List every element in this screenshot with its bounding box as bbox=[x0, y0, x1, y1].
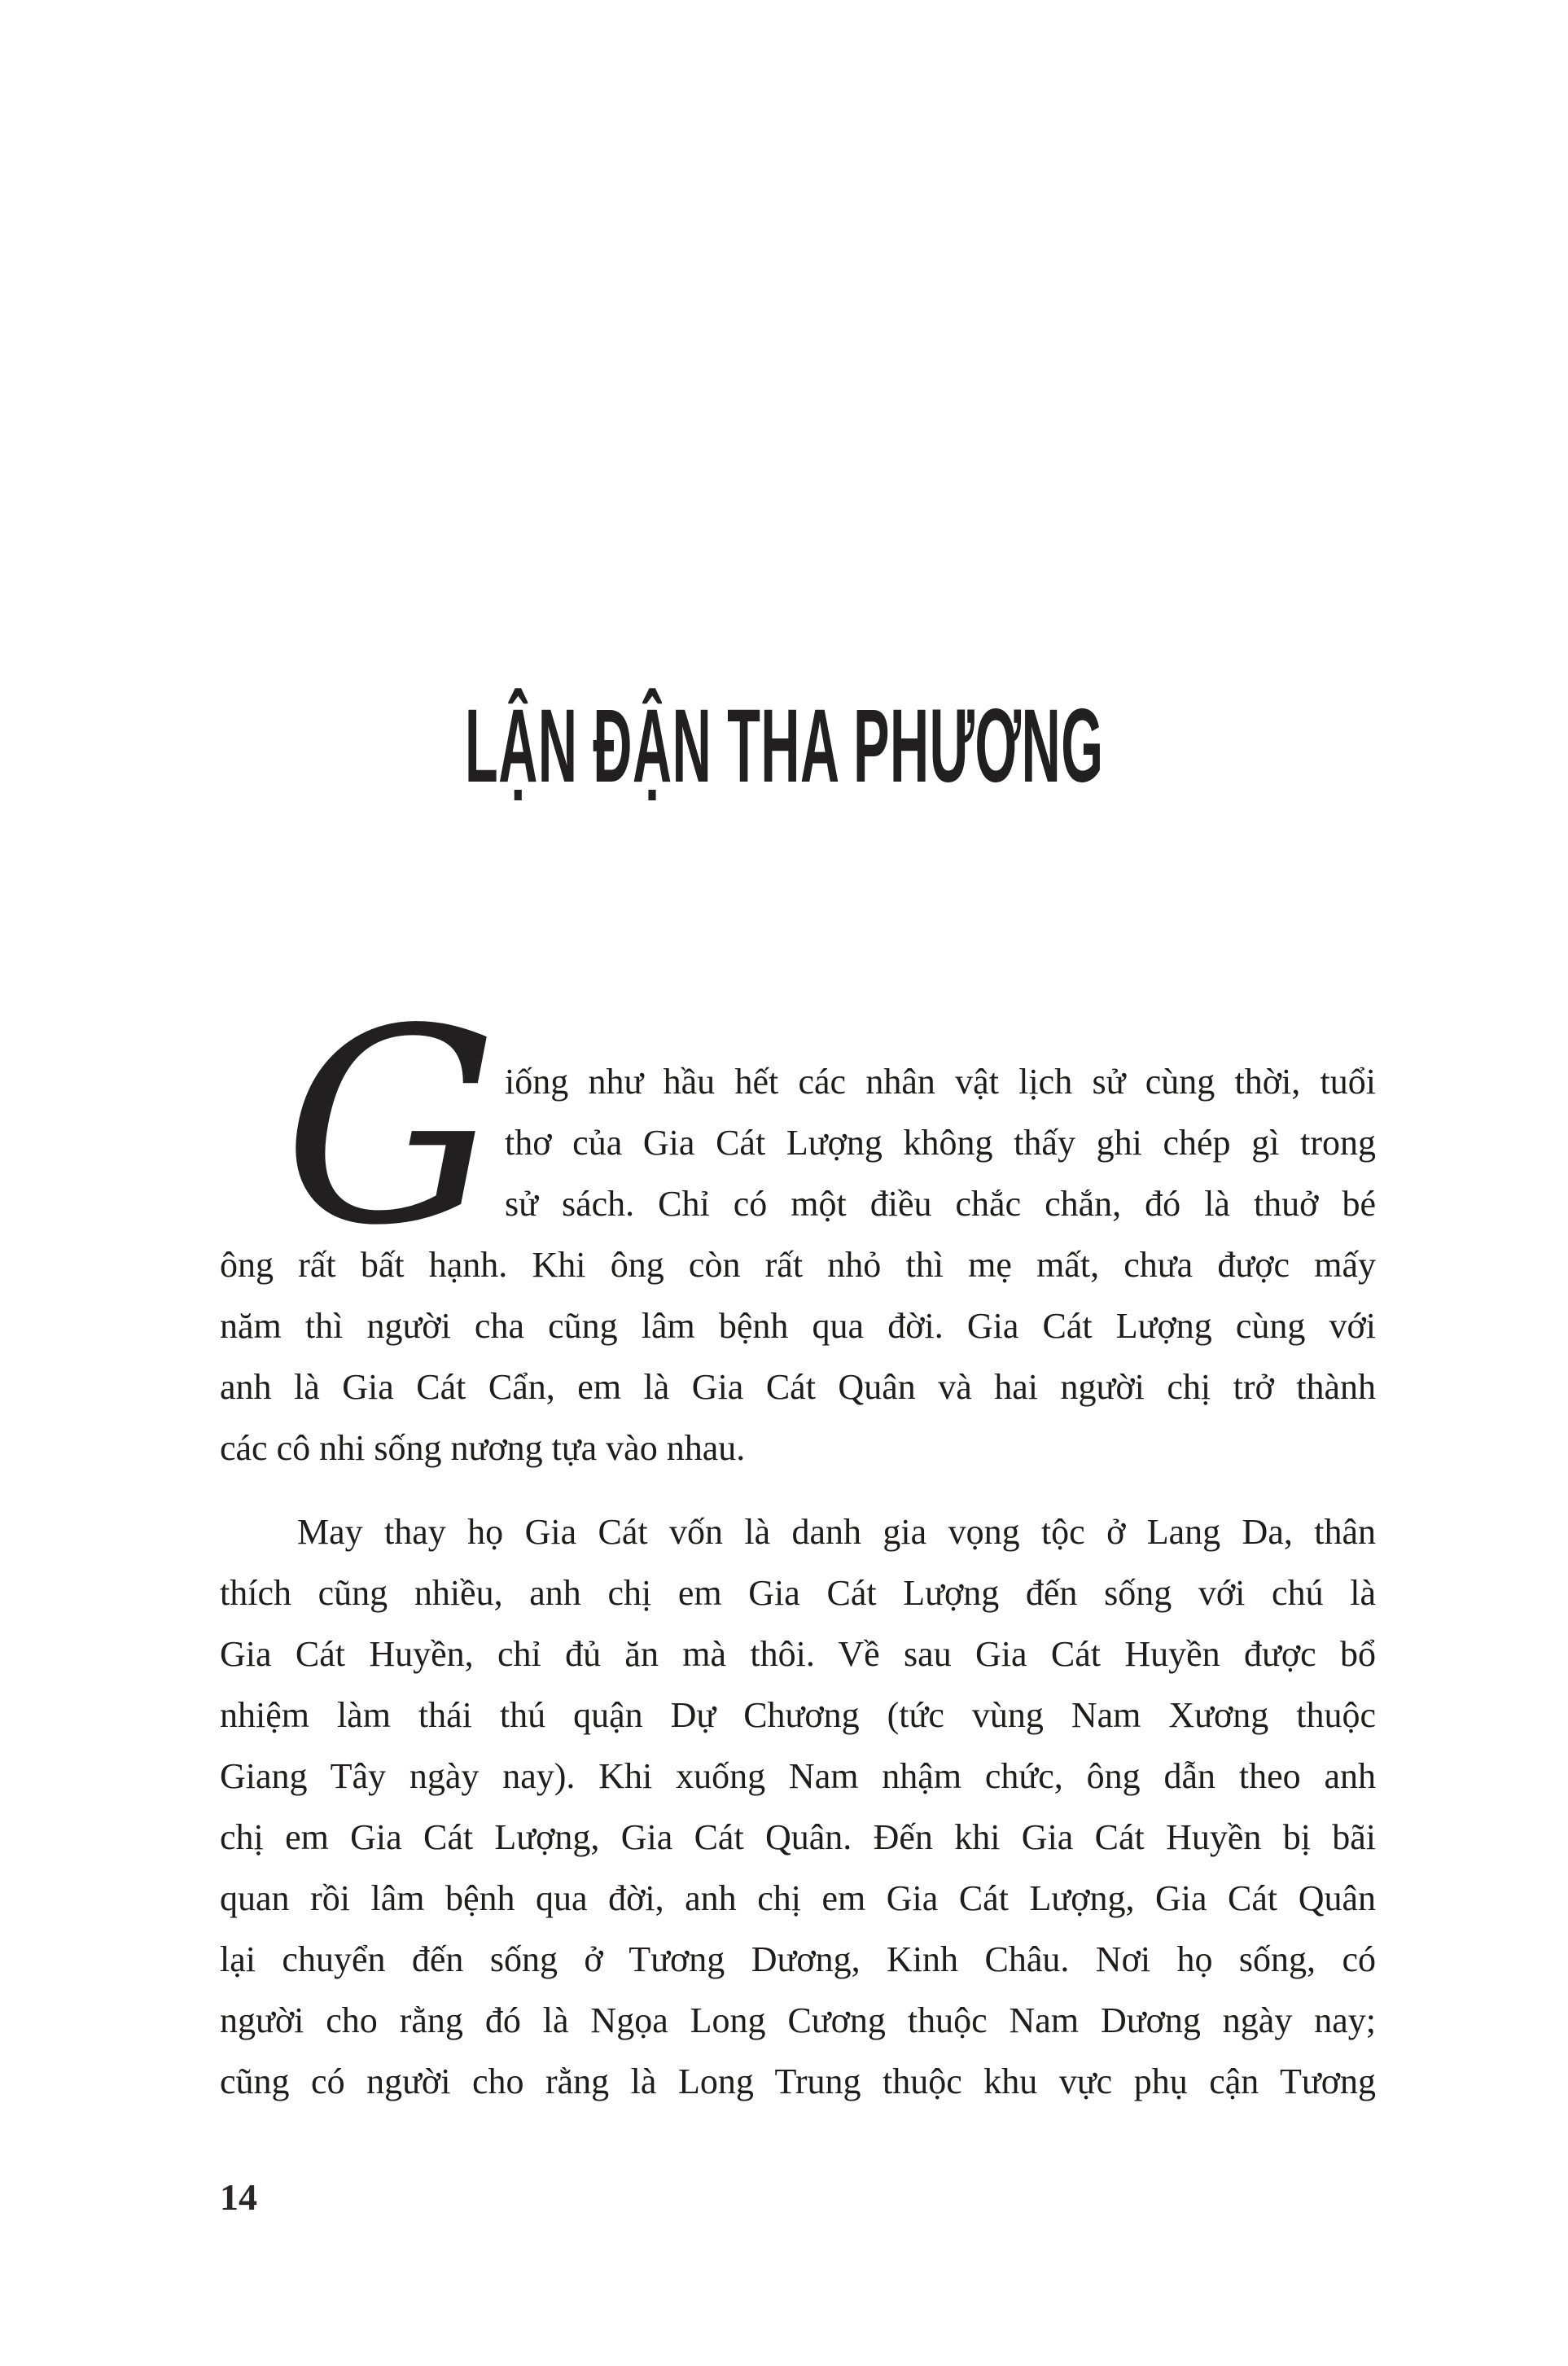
text-line: iống như hầu hết các nhân vật lịch sử cùng thời, tuổi bbox=[505, 1062, 1376, 1102]
chapter-title bbox=[0, 690, 1568, 803]
text-line: lại chuyển đến sống ở Tương Dương, Kinh Châu. Nơi họ sống, có bbox=[220, 1939, 1376, 1979]
body-text bbox=[220, 971, 1376, 2112]
text-line: anh là Gia Cát Cẩn, em là Gia Cát Quân và hai người chị trở thành bbox=[220, 1367, 1376, 1407]
text-line: năm thì người cha cũng lâm bệnh qua đời. Gia Cát Lượng cùng với bbox=[220, 1306, 1376, 1346]
text-line: quan rồi lâm bệnh qua đời, anh chị em Gia Cát Lượng, Gia Cát Quân bbox=[220, 1878, 1376, 1918]
text-line: nhiệm làm thái thú quận Dự Chương (tức vùng Nam Xương thuộc bbox=[220, 1695, 1376, 1735]
page-number: 14 bbox=[220, 2176, 257, 2218]
text-line: cũng có người cho rằng là Long Trung thuộc khu vực phụ cận Tương bbox=[220, 2061, 1376, 2101]
paragraph bbox=[220, 971, 1376, 1479]
paragraph bbox=[220, 1501, 1376, 2112]
text-line: người cho rằng đó là Ngọa Long Cương thuộc Nam Dương ngày nay; bbox=[220, 2000, 1376, 2040]
text-line: các cô nhi sống nương tựa vào nhau. bbox=[220, 1428, 746, 1468]
text-line: thơ của Gia Cát Lượng không thấy ghi chép gì trong bbox=[505, 1123, 1376, 1163]
text-line: chị em Gia Cát Lượng, Gia Cát Quân. Đến khi Gia Cát Huyền bị bãi bbox=[220, 1817, 1376, 1857]
text-line: Giang Tây ngày nay). Khi xuống Nam nhậm chức, ông dẫn theo anh bbox=[220, 1756, 1376, 1796]
text-line: thích cũng nhiều, anh chị em Gia Cát Lượng đến sống với chú là bbox=[220, 1573, 1376, 1613]
chapter-title-text: LẬN ĐẬN THA PHƯƠNG bbox=[464, 688, 1104, 804]
text-line: May thay họ Gia Cát vốn là danh gia vọng tộc ở Lang Da, thân bbox=[297, 1512, 1376, 1552]
drop-cap-letter: G bbox=[283, 971, 498, 1284]
text-line: sử sách. Chỉ có một điều chắc chắn, đó là thuở bé bbox=[505, 1184, 1376, 1224]
text-line: Gia Cát Huyền, chỉ đủ ăn mà thôi. Về sau Gia Cát Huyền được bổ bbox=[220, 1634, 1376, 1674]
text-line: ông rất bất hạnh. Khi ông còn rất nhỏ thì mẹ mất, chưa được mấy bbox=[220, 1245, 1376, 1285]
